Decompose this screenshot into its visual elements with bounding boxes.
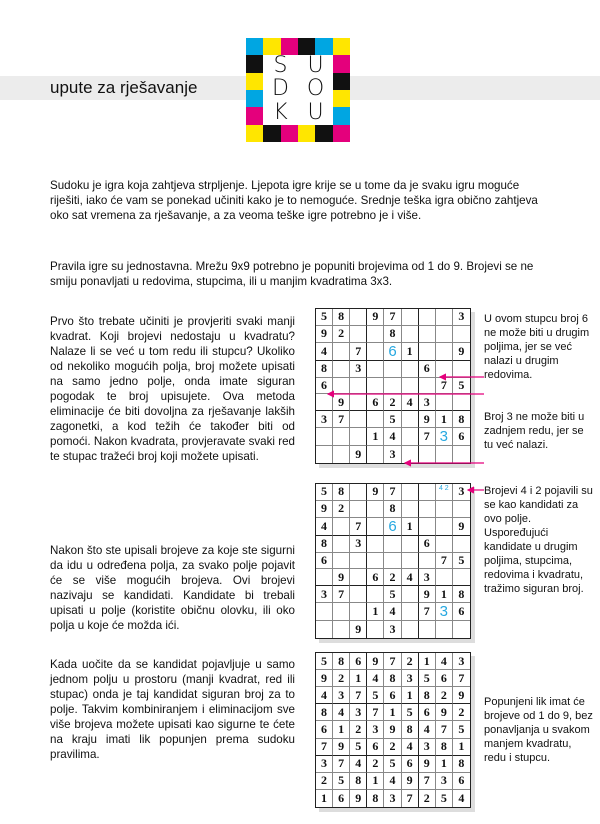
sudoku-cell: 1	[384, 704, 401, 721]
note-solved	[484, 695, 594, 765]
sudoku-cell: 6	[453, 773, 470, 790]
sudoku-cell: 2	[316, 773, 333, 790]
sudoku-cell: 3	[316, 756, 333, 773]
sudoku-cell: 9	[350, 621, 367, 638]
sudoku-cell: 9	[333, 569, 350, 586]
sudoku-cell: 9	[367, 653, 384, 670]
sudoku-cell: 5	[402, 704, 419, 721]
sudoku-cell: 2	[384, 394, 401, 411]
sudoku-cell: 1	[419, 653, 436, 670]
sudoku-cell: 9	[453, 687, 470, 704]
sudoku-cell: 9	[453, 343, 470, 361]
sudoku-cell: 4	[436, 653, 453, 670]
sudoku-cell: 4	[333, 704, 350, 721]
note-text: Popunjeni lik imat će brojeve od 1 do 9, bez ponavljanja u svakom manjem kvadratu, redu i stupcu.	[484, 696, 593, 764]
sudoku-cell: 5	[453, 721, 470, 738]
sudoku-cell: 5	[419, 670, 436, 687]
sudoku-cell: 6	[316, 721, 333, 738]
sudoku-cell: 6	[419, 704, 436, 721]
sudoku-cell: 9	[316, 326, 333, 343]
sudoku-cell: 7	[436, 721, 453, 738]
sudoku-cell: 1	[436, 586, 453, 603]
sudoku-cell: 3	[453, 653, 470, 670]
sudoku-cell: 3	[402, 670, 419, 687]
sudoku-cell: 3	[316, 411, 333, 428]
sudoku-cell: 1	[367, 773, 384, 790]
sudoku-cell: 6	[367, 569, 384, 586]
sudoku-cell: 6	[419, 536, 436, 553]
sudoku-cell: 1	[402, 343, 419, 361]
sudoku-cell: 1	[350, 670, 367, 687]
sudoku-cell: 7	[350, 518, 367, 536]
sudoku-cell: 9	[419, 756, 436, 773]
sudoku-cell: 2	[367, 756, 384, 773]
sudoku-cell: 2	[350, 721, 367, 738]
sudoku-cell: 5	[350, 739, 367, 756]
sudoku-cell: 7	[384, 309, 401, 326]
sudoku-cell: 8	[316, 361, 333, 378]
sudoku-cell: 8	[453, 411, 470, 428]
sudoku-cell: 8	[419, 687, 436, 704]
sudoku-cell: 7	[419, 603, 436, 621]
sudoku-cell: 9	[316, 670, 333, 687]
sudoku-cell: 8	[402, 721, 419, 738]
intro-paragraph: Sudoku je igra koja zahtjeva strpljenje. Ljepota igre krije se u tome da je svaku igru moguće riješiti, iako će vam se ponekad učiniti kako je to nemoguće. Srednje teška igra obično zahtjeva oko sat vremena za rješavanje, a za veoma teške igre potrebno je i više.	[50, 179, 538, 222]
sudoku-cell: 9	[419, 411, 436, 428]
sudoku-cell: 7	[350, 343, 367, 361]
sudoku-cell: 7	[333, 586, 350, 603]
sudoku-cell: 3	[436, 773, 453, 790]
sudoku-cell: 4	[316, 687, 333, 704]
logo-letter: O	[306, 76, 325, 102]
sudoku-cell: 7	[384, 484, 401, 501]
sudoku-cell: 6	[402, 756, 419, 773]
sudoku-cell: 8	[384, 670, 401, 687]
sudoku-cell: 3	[350, 704, 367, 721]
sudoku-cell: 4	[367, 670, 384, 687]
logo-letter: U	[307, 99, 324, 125]
sudoku-cell: 7	[367, 704, 384, 721]
sudoku-cell: 3	[419, 739, 436, 756]
sudoku-cell: 3	[384, 621, 401, 638]
sudoku-cell: 9	[367, 484, 384, 501]
sudoku-cell: 8	[316, 536, 333, 553]
sudoku-cell: 8	[367, 790, 384, 807]
logo-letter: K	[273, 99, 288, 125]
sudoku-cell: 5	[316, 653, 333, 670]
sudoku-cell: 5	[436, 790, 453, 807]
sudoku-cell: 5	[316, 309, 333, 326]
sudoku-cell: 5	[384, 756, 401, 773]
instructions-text: Kada uočite da se kandidat pojavljuje u samo jednom polju u prostoru (manji kvadrat, red ili stupac) onda je taj kandidat siguran broj za to polje. Takvim kombiniranjem i eliminacijom sve više brojeva možete upisati kao sigurne te ćete na kraju imati lik popunjen prema sudoku pravilima.	[50, 658, 295, 761]
sudoku-cell: 4	[316, 343, 333, 361]
note-text: U ovom stupcu broj 6 ne može biti u drugim poljima, jer se već nalazi u drugim redovima.	[484, 313, 590, 381]
sudoku-cell: 2	[384, 739, 401, 756]
rules-paragraph: Pravila igre su jednostavna. Mrežu 9x9 potrebno je popuniti brojevima od 1 do 9. Brojevi se ne smiju ponavljati u redovima, stupcima, ili u manjim kvadratima 3x3.	[50, 260, 534, 288]
sudoku-cell: 4	[458, 790, 465, 805]
sudoku-cell: 4	[402, 394, 419, 411]
sudoku-cell: 9	[350, 790, 367, 807]
sudoku-cell: 4	[384, 603, 401, 621]
sudoku-cell: 1	[367, 428, 384, 446]
sudoku-cell: 4	[384, 773, 401, 790]
sudoku-cell: 6	[453, 603, 470, 621]
sudoku-cell: 2	[436, 687, 453, 704]
sudoku-cell: 1	[402, 518, 419, 536]
sudoku-cell: 6	[367, 739, 384, 756]
sudoku-cell: 5	[367, 687, 384, 704]
sudoku-cell: 6	[436, 670, 453, 687]
sudoku-cell: 6	[350, 653, 367, 670]
sudoku-cell: 6	[316, 378, 333, 395]
sudoku-cell: 7	[333, 411, 350, 428]
sudoku-cell: 4	[316, 518, 333, 536]
sudoku-cell: 4	[402, 739, 419, 756]
sudoku-cell: 7	[316, 739, 333, 756]
sudoku-cell: 8	[384, 501, 401, 518]
sudoku-cell: 5	[453, 378, 470, 395]
sudoku-cell: 7	[436, 378, 453, 395]
note-text: Broj 3 ne može biti u zadnjem redu, jer se tu već nalazi.	[484, 411, 585, 451]
sudoku-cell: 5	[316, 484, 333, 501]
logo-letter: S	[273, 53, 288, 78]
sudoku-cell: 6	[453, 428, 470, 446]
sudoku-cell: 4	[419, 721, 436, 738]
sudoku-cell: 2	[402, 653, 419, 670]
sudoku-cell: 2	[333, 670, 350, 687]
page-title: upute za rješavanje	[50, 78, 198, 97]
sudoku-cell: 4	[384, 428, 401, 446]
sudoku-cell: 7	[333, 756, 350, 773]
sudoku-cell: 3	[384, 790, 401, 807]
sudoku-cell: 7	[350, 687, 367, 704]
note-candidates	[484, 484, 594, 596]
sudoku-cell: 6	[333, 790, 350, 807]
sudoku-cell: 3	[316, 586, 333, 603]
sudoku-cell: 3	[333, 687, 350, 704]
sudoku-cell: 5	[333, 773, 350, 790]
sudoku-cell: 6	[367, 394, 384, 411]
sudoku-cell: 2	[419, 790, 436, 807]
sudoku-cell: 4 2	[436, 484, 453, 501]
sudoku-cell: 8	[350, 773, 367, 790]
sudoku-cell: 9	[384, 721, 401, 738]
sudoku-cell: 6	[316, 553, 333, 570]
sudoku-cell: 2	[333, 501, 350, 518]
sudoku-cell: 7	[419, 773, 436, 790]
sudoku-cell: 8	[333, 653, 350, 670]
sudoku-cell: 8	[333, 309, 350, 326]
sudoku-cell: 8	[316, 704, 333, 721]
sudoku-cell: 3	[436, 428, 453, 446]
sudoku-cell: 8	[333, 484, 350, 501]
logo-letter: U	[307, 53, 324, 78]
instructions-text: Prvo što trebate učiniti je provjeriti svaki manji kvadrat. Koji brojevi nedostaju u kvadratu? Nalaze li se već u tom redu ili stupcu? Ukoliko od nekoliko mogućih polja, broj možete upisati na samo jedno polje, onda imate siguran pogodak te broj upisujete. Ova metoda eliminacije će biti dovoljna za rješavanje lakših zagonetki, a kod težih će također biti od pomoći. Nakon kvadrata, provjeravate svaki red te stupac tražeći broj koji možete upisati.	[50, 315, 295, 463]
sudoku-cell: 7	[436, 553, 453, 570]
sudoku-cell: 1	[436, 756, 453, 773]
sudoku-cell: 1	[402, 687, 419, 704]
note-text: Brojevi 4 i 2 pojavili su se kao kandidati za ovo polje. Uspoređujući kandidate u drugim poljima, stupcima, redovima i kvadratu, tražimo siguran broj.	[484, 485, 593, 595]
sudoku-cell: 6	[384, 518, 401, 536]
sudoku-cell: 3	[350, 361, 367, 378]
sudoku-cell: 1	[453, 739, 470, 756]
instructions-text: Nakon što ste upisali brojeve za koje ste sigurni da idu u određena polja, za svako polje pojavit će se više mogućih brojeva. Ovi brojevi nazivaju se kandidati. Kandidate bi trebali upisati u polje (koristite običnu olovku, ili oko polja u koje će možda ići.	[50, 544, 295, 632]
sudoku-cell: 3	[453, 484, 470, 501]
sudoku-cell: 8	[453, 756, 470, 773]
sudoku-cell: 4	[350, 756, 367, 773]
sudoku-cell: 9	[333, 394, 350, 411]
sudoku-cell: 7	[384, 653, 401, 670]
sudoku-cell: 9	[316, 501, 333, 518]
sudoku-cell: 8	[453, 586, 470, 603]
sudoku-cell: 5	[384, 411, 401, 428]
sudoku-cell: 5	[384, 586, 401, 603]
sudoku-cell: 9	[333, 739, 350, 756]
sudoku-cell: 2	[333, 326, 350, 343]
sudoku-cell: 4	[402, 569, 419, 586]
sudoku-cell: 3	[419, 394, 436, 411]
sudoku-cell: 7	[419, 428, 436, 446]
sudoku-cell: 2	[384, 569, 401, 586]
sudoku-cell: 1	[367, 603, 384, 621]
sudoku-cell: 7	[453, 670, 470, 687]
logo-letter: D	[272, 76, 289, 102]
sudoku-cell: 6	[419, 361, 436, 378]
note-row-3	[484, 410, 594, 452]
sudoku-cell: 5	[453, 553, 470, 570]
sudoku-cell: 9	[350, 446, 367, 463]
sudoku-cell: 8	[436, 739, 453, 756]
sudoku-cell: 9	[453, 518, 470, 536]
sudoku-cell: 3	[384, 446, 401, 463]
sudoku-cell: 9	[419, 586, 436, 603]
sudoku-cell: 3	[436, 603, 453, 621]
sudoku-cell: 1	[436, 411, 453, 428]
sudoku-cell: 1	[333, 721, 350, 738]
sudoku-cell: 9	[367, 309, 384, 326]
sudoku-cell: 6	[384, 687, 401, 704]
sudoku-cell: 7	[402, 790, 419, 807]
sudoku-cell: 8	[384, 326, 401, 343]
sudoku-cell: 9	[436, 704, 453, 721]
sudoku-cell: 3	[419, 569, 436, 586]
sudoku-cell: 9	[402, 773, 419, 790]
sudoku-cell: 3	[350, 536, 367, 553]
sudoku-cell: 2	[453, 704, 470, 721]
sudoku-cell: 3	[453, 309, 470, 326]
sudoku-cell: 1	[316, 790, 333, 807]
sudoku-cell: 3	[367, 721, 384, 738]
sudoku-cell: 6	[384, 343, 401, 361]
note-column-6	[484, 312, 594, 382]
